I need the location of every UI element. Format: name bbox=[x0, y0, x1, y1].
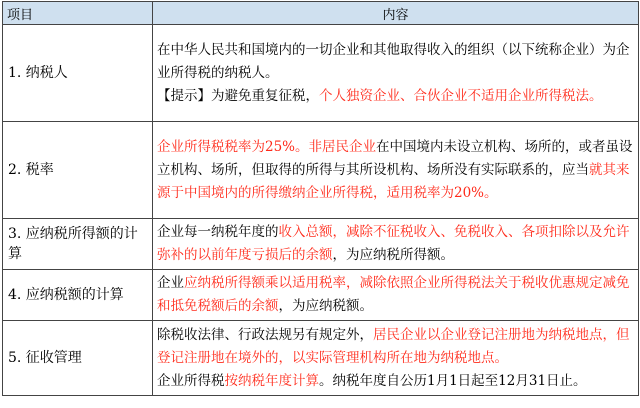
body-text: 在中国境内未设立机构、场所的，或者虽设立机构、场所，但取得的所得与其所设机构、场所没有实际联系的，应当 bbox=[157, 138, 633, 178]
row-item-taxpayer: 1. 纳税人 bbox=[3, 25, 153, 122]
highlighted-text: 收入总额，减除不征税收入、免税收入、各项扣除以及允许弥补的以前年度亏损后的余额 bbox=[157, 224, 630, 263]
highlighted-text: 企业所得税税率为25%。 bbox=[157, 138, 309, 155]
table-row bbox=[3, 25, 639, 122]
table-row bbox=[3, 270, 639, 321]
table-row bbox=[3, 321, 639, 396]
row-content-taxpayer bbox=[153, 25, 639, 122]
tax-summary-table bbox=[2, 1, 639, 396]
body-text: 。纳税年度自公历1月1日起至12月31日止。 bbox=[319, 372, 587, 389]
body-text: 【提示】为避免重复征税， bbox=[157, 87, 319, 104]
highlighted-text: 非居民企业 bbox=[308, 138, 377, 155]
body-text: 企业所得税 bbox=[157, 372, 225, 389]
table-row bbox=[3, 219, 639, 270]
header-content: 内容 bbox=[153, 2, 639, 25]
highlighted-text: 按纳税年度计算 bbox=[224, 372, 319, 389]
row-item-tax-payable: 4. 应纳税额的计算 bbox=[3, 270, 153, 321]
body-text: ，为应纳税所得额。 bbox=[332, 247, 454, 263]
body-text: 在中华人民共和国境内的一切企业和其他取得收入的组织（以下统称企业）为企业所得税的纳税人。 bbox=[157, 41, 630, 81]
content-paragraph bbox=[157, 272, 635, 318]
body-text: 企业每一纳税年度的 bbox=[157, 224, 279, 240]
highlighted-text: 就其来源于中国境内的所得缴纳企业所得税，适用税率为20%。 bbox=[157, 161, 630, 201]
highlighted-text: 居民企业以企业登记注册地为纳税地点，但登记注册地在境外的，以实际管理机构所在地为纳税地点。 bbox=[157, 326, 630, 366]
content-paragraph bbox=[157, 370, 635, 393]
highlighted-text: 应纳税所得额乘以适用税率，减除依照企业所得税法关于税收优惠规定减免和抵免税额后的余额 bbox=[157, 275, 630, 314]
body-text: ，为应纳税额。 bbox=[278, 298, 373, 314]
body-text: 除税收法律、行政法规另有规定外， bbox=[157, 326, 373, 343]
row-content-tax-rate bbox=[153, 122, 639, 219]
row-content-taxable-income bbox=[153, 219, 639, 270]
row-content-collection bbox=[153, 321, 639, 396]
table-header-row bbox=[3, 2, 639, 25]
body-text: 企业 bbox=[157, 275, 184, 291]
row-item-collection: 5. 征收管理 bbox=[3, 321, 153, 396]
row-item-tax-rate: 2. 税率 bbox=[3, 122, 153, 219]
table-row bbox=[3, 122, 639, 219]
row-content-tax-payable bbox=[153, 270, 639, 321]
content-paragraph bbox=[157, 221, 635, 267]
content-paragraph bbox=[157, 136, 635, 205]
content-paragraph bbox=[157, 85, 635, 108]
content-paragraph bbox=[157, 324, 635, 370]
content-paragraph bbox=[157, 39, 635, 85]
highlighted-text: 个人独资企业、合伙企业不适用企业所得税法。 bbox=[319, 87, 603, 104]
header-item: 项目 bbox=[3, 2, 153, 25]
row-item-taxable-income: 3. 应纳税所得额的计算 bbox=[3, 219, 153, 270]
